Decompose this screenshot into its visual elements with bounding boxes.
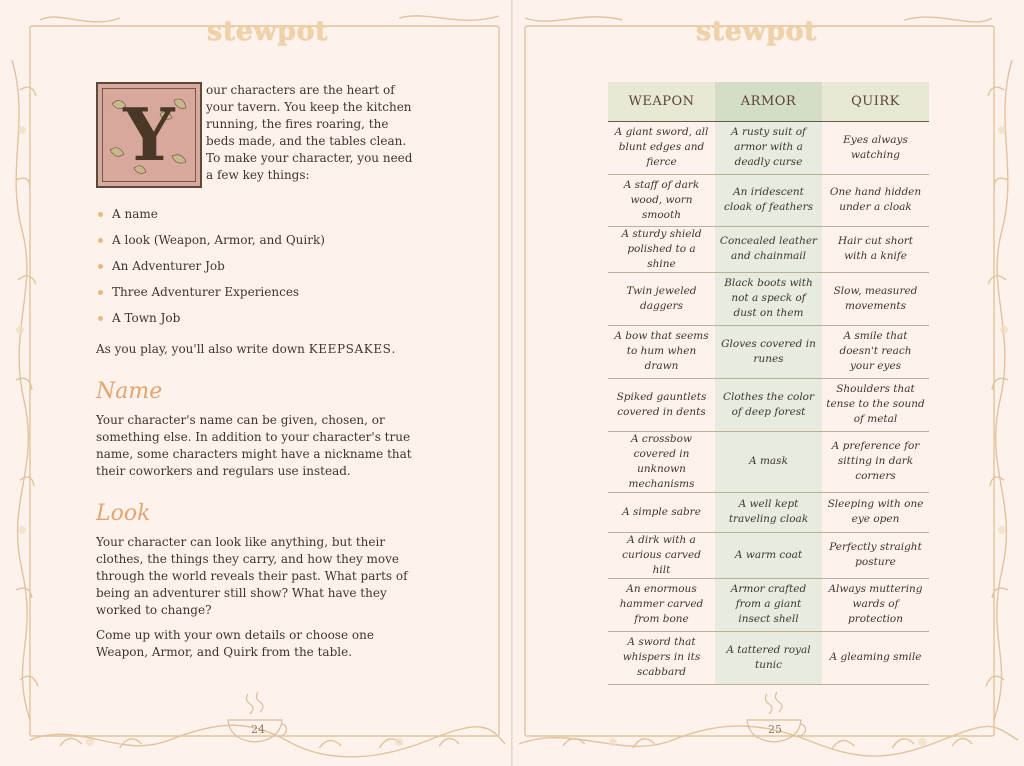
bullet-icon bbox=[98, 316, 103, 321]
list-item: A name bbox=[96, 206, 418, 223]
table-row bbox=[608, 431, 929, 492]
weapon-cell: A sword that whispers in its scabbard bbox=[608, 631, 715, 684]
name-heading: Name bbox=[96, 379, 163, 404]
quirk-cell: Hair cut short with a knife bbox=[822, 226, 929, 272]
requirements-list bbox=[96, 206, 418, 327]
running-head: stewpot bbox=[696, 16, 817, 47]
armor-cell: Clothes the color of deep forest bbox=[715, 378, 822, 431]
table-row bbox=[608, 121, 929, 174]
quirk-cell: Shoulders that tense to the sound of metal bbox=[822, 378, 929, 431]
table-row bbox=[608, 226, 929, 272]
table-row bbox=[608, 492, 929, 532]
table-row bbox=[608, 174, 929, 226]
armor-cell: Concealed leather and chainmail bbox=[715, 226, 822, 272]
weapon-cell: A staff of dark wood, worn smooth bbox=[608, 174, 715, 226]
stewpot-bowl-icon bbox=[741, 690, 807, 746]
quirk-cell: A preference for sitting in dark corners bbox=[822, 431, 929, 492]
intro-paragraph: our characters are the heart of your tavern. You keep the kitchen running, the fires roaring, the beds made, and the tables clean. To make your character, you need a few key things: bbox=[206, 83, 413, 182]
armor-cell: An iridescent cloak of feathers bbox=[715, 174, 822, 226]
armor-cell: A rusty suit of armor with a deadly curse bbox=[715, 121, 822, 174]
name-paragraph: Your character's name can be given, chosen, or something else. In addition to your character's true name, some characters might have a nickname that their coworkers and regulars use instead. bbox=[96, 413, 412, 478]
bullet-icon bbox=[98, 238, 103, 243]
list-item: Three Adventurer Experiences bbox=[96, 284, 418, 301]
column-header-weapon: WEAPON bbox=[608, 82, 715, 121]
weapon-cell: A giant sword, all blunt edges and fierce bbox=[608, 121, 715, 174]
bullet-icon bbox=[98, 212, 103, 217]
look-heading: Look bbox=[96, 501, 151, 526]
list-item: A look (Weapon, Armor, and Quirk) bbox=[96, 232, 418, 249]
armor-cell: A mask bbox=[715, 431, 822, 492]
armor-cell: Black boots with not a speck of dust on them bbox=[715, 272, 822, 325]
list-item: A Town Job bbox=[96, 310, 418, 327]
weapon-cell: A crossbow covered in unknown mechanisms bbox=[608, 431, 715, 492]
quirk-cell: Always muttering wards of protection bbox=[822, 578, 929, 631]
table-row bbox=[608, 631, 929, 684]
weapon-cell: Twin jeweled daggers bbox=[608, 272, 715, 325]
drop-cap bbox=[96, 82, 202, 188]
quirk-cell: A gleaming smile bbox=[822, 631, 929, 684]
weapon-cell: Spiked gauntlets covered in dents bbox=[608, 378, 715, 431]
weapon-cell: A sturdy shield polished to a shine bbox=[608, 226, 715, 272]
armor-cell: Armor crafted from a giant insect shell bbox=[715, 578, 822, 631]
look-table bbox=[608, 82, 929, 685]
page-number: 25 bbox=[768, 723, 782, 736]
armor-cell: A warm coat bbox=[715, 532, 822, 578]
look-paragraph-2: Come up with your own details or choose one Weapon, Armor, and Quirk from the table. bbox=[96, 628, 374, 659]
weapon-cell: A bow that seems to hum when drawn bbox=[608, 325, 715, 378]
armor-cell: Gloves covered in runes bbox=[715, 325, 822, 378]
weapon-cell: A dirk with a curious carved hilt bbox=[608, 532, 715, 578]
running-head: stewpot bbox=[207, 16, 328, 47]
bullet-icon bbox=[98, 264, 103, 269]
left-page-body bbox=[96, 82, 418, 661]
weapon-cell: A simple sabre bbox=[608, 492, 715, 532]
weapon-armor-quirk-table bbox=[608, 82, 929, 685]
quirk-cell: Slow, measured movements bbox=[822, 272, 929, 325]
drop-cap-letter: Y bbox=[123, 92, 175, 177]
page-number: 24 bbox=[251, 723, 265, 736]
quirk-cell: Perfectly straight posture bbox=[822, 532, 929, 578]
column-header-quirk: QUIRK bbox=[822, 82, 929, 121]
quirk-cell: Eyes always watching bbox=[822, 121, 929, 174]
armor-cell: A tattered royal tunic bbox=[715, 631, 822, 684]
quirk-cell: A smile that doesn't reach your eyes bbox=[822, 325, 929, 378]
keepsakes-paragraph: As you play, you'll also write down KEEPSAKES. bbox=[96, 342, 396, 356]
table-row bbox=[608, 532, 929, 578]
armor-cell: A well kept traveling cloak bbox=[715, 492, 822, 532]
bullet-icon bbox=[98, 290, 103, 295]
look-paragraph: Your character can look like anything, but their clothes, the things they carry, and how they move through the world reveals their past. What parts of being an adventurer still show? What have they worked to change? bbox=[96, 535, 408, 617]
quirk-cell: Sleeping with one eye open bbox=[822, 492, 929, 532]
column-header-armor: ARMOR bbox=[715, 82, 822, 121]
quirk-cell: One hand hidden under a cloak bbox=[822, 174, 929, 226]
table-header-row bbox=[608, 82, 929, 121]
keepsakes-term: KEEPSAKES bbox=[308, 342, 392, 356]
table-row bbox=[608, 578, 929, 631]
weapon-cell: An enormous hammer carved from bone bbox=[608, 578, 715, 631]
stewpot-bowl-icon bbox=[222, 690, 288, 746]
list-item: An Adventurer Job bbox=[96, 258, 418, 275]
table-row bbox=[608, 272, 929, 325]
table-row bbox=[608, 378, 929, 431]
table-row bbox=[608, 325, 929, 378]
